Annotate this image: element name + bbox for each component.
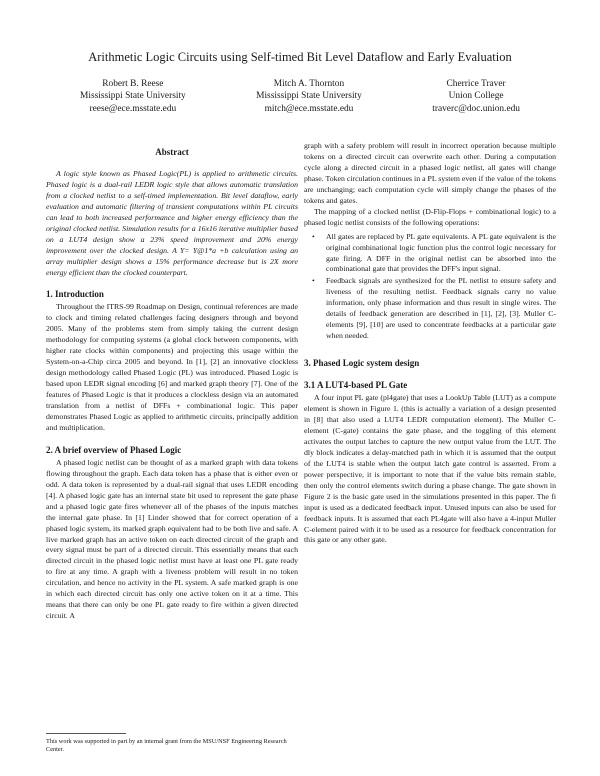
list-item [312, 276, 556, 342]
footnote: This work was supported in part by an internal grant from the MSU/NSF Engineering Research Center. [46, 738, 287, 754]
bullet-icon: • [312, 231, 315, 241]
author-3 [432, 78, 520, 115]
left-column [46, 141, 298, 622]
mapping-text: The mapping of a clocked netlist (D-Flip-Flops + combinational logic) to a phased logic netlist consists of the following operations: [304, 206, 556, 227]
paper-title: Arithmetic Logic Circuits using Self-timed Bit Level Dataflow and Early Evaluation [88, 50, 512, 64]
author-name: Mitch A. Thornton [273, 79, 345, 89]
bullet-icon: • [312, 276, 315, 286]
author-affiliation: Mississippi State University [256, 91, 362, 102]
mapping-list [304, 232, 556, 343]
author-affiliation: Mississippi State University [80, 91, 186, 102]
intro-text: Throughout the ITRS-99 Roadmap on Design, continual references are made to clock and timing related challenges facing designers through and beyond 2005. Many of the problems stem from simply taking the current design methodology for computing systems (a global clock between components, with higher rate clocks within components) and projecting this usage within the System-on-a-Chip circa 2005 and beyond. In [1], [2] an innovative clockless design methodology called Phased Logic (PL) was introduced. Phased Logic is based upon LEDR signal encoding [6] and marked graph theory [7]. One of the features of Phased Logic is that it produces a clockless design via an automated translation from a netlist of DFFs + combinational logic. This paper demonstrates Phased Logic as applied to arithmetic circuits, principally addition and multiplication. [46, 302, 298, 432]
intro-heading: 1. Introduction [46, 289, 104, 300]
overview-text: A phased logic netlist can be thought of as a marked graph with data tokens flowing throughout the graph. Each data token has a phase that is either even or odd. A data token is represented by a dual-rail signal that uses LEDR encoding [4]. A phased logic gate has an internal state bit used to represent the gate phase and a phased logic gate fires whenever all of the phases of the inputs matches the internal gate phase. In [1] Linder showed that for correct operation of a phased logic system, its marked graph equivalent had to be both live and safe. A live marked graph has an active token on each directed circuit of the graph and every signal must be part of a directed circuit. This essentially means that each directed circuit in the phased logic netlist must have at least one PL gate ready to fire at any time. A graph with a liveness problem will result in no token circulation, and hence no activity in the PL system. A safe marked graph is one in which each directed circuit has only one active token on it at a time. This means that there can only be one PL gate ready to fire within a given directed circuit. A [46, 457, 298, 621]
abstract-heading: Abstract [155, 147, 189, 157]
section3-heading: 3. Phased Logic system design [304, 358, 420, 369]
list-item-text: Feedback signals are synthesized for the PL netlist to ensure safety and liveness of the resulting netlist. Feedback signals carry no value information, only phase information and thus result in single wires. The details of feedback generation are described in [1], [2], [3]. Muller C-elements [9], [10] are used to concentrate feedbacks at a particular gate when needed. [326, 276, 556, 341]
right-column [304, 141, 556, 546]
author-email: reese@ece.msstate.edu [89, 103, 177, 114]
list-item [312, 231, 556, 276]
author-1 [80, 78, 186, 115]
overview-heading: 2. A brief overview of Phased Logic [46, 444, 182, 455]
author-name: Cherrice Traver [446, 79, 506, 89]
list-item-text: All gates are replaced by PL gate equivalents. A PL gate equivalent is the original combinational logic function plus the control logic necessary for gate firing. A DFF in the original netlist can be absorbed into the combinational gate that provides the DFF's input signal. [326, 231, 556, 274]
author-email: mitch@ece.msstate.edu [264, 103, 354, 114]
author-affiliation: Union College [448, 91, 504, 102]
footnote-rule [46, 733, 126, 734]
author-2 [256, 78, 362, 115]
author-email: traverc@doc.union.edu [432, 103, 520, 114]
author-name: Robert B. Reese [102, 79, 164, 89]
abstract-text: A logic style known as Phased Logic(PL) is applied to arithmetic circuits. Phased logic is a dual-rail LEDR logic style that allows automatic translation from a clocked netlist to a self-timed implementation. Bit level dataflow, early evaluation and automatic filtering of transient computations within PL circuits can lead to both increased performance and higher energy efficiency than the original clocked netlist. Simulation results for a 16x16 iterative multiplier based on a LUT4 design show a 23% speed improvement and 20% energy improvement over the clocked design. A Y= Y@1*a +b calculation using an array multiplier design shows a 15% performance decrease but is 2X more energy efficient than the clocked counterpart. [46, 168, 298, 277]
author-block [80, 78, 520, 115]
section31-text: A four input PL gate (pl4gate) that uses a LookUp Table (LUT) as a compute element is shown in Figure 1. (this is actually a variation of a design presented in [8] that also used a LUT4 LEDR computation element). The Muller C-element (C-gate) contains the gate phase, and the toggling of this element activates the output latches to capture the new output value from the LUT. The dly block indicates a delay-matched path in which it is assumed that the output of the LUT4 is stable when the output latch gate control is asserted. From a power perspective, it is important to note that if the value bits remain stable, then only the control elements switch during a phase change. The gate shown in Figure 2 is the basic gate used in the simulations presented in this paper. The fi input is used as a dedicated feedback input. Unused inputs can also be used for feedback inputs. It is assumed that each PL4gate will also have a 4-input Muller C-element paired with it to be used as a resource for feedback concentration for this gate or any other gate. [304, 393, 556, 545]
section31-heading: 3.1 A LUT4-based PL Gate [304, 380, 408, 391]
overview-continued-text: graph with a safety problem will result in incorrect operation because multiple tokens on a directed circuit can overwrite each other. During a computation cycle along a directed circuit in a phased logic netlist, all gates will change phase. Token circulation continues in a PL system even if the value of the tokens are unchanging; each computation cycle will simply change the phases of the tokens and gates. [304, 141, 556, 205]
